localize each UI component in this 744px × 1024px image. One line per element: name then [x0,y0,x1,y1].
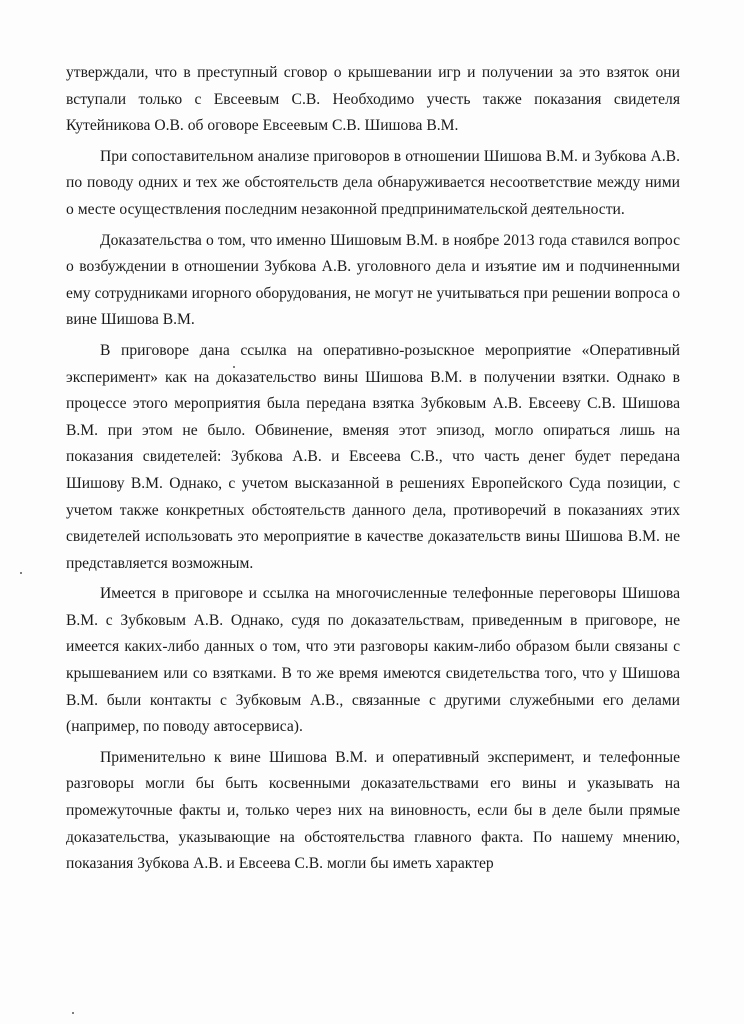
scan-speck [72,1012,74,1014]
paragraph-indirect-evidence: Применительно к вине Шишова В.М. и оперативный эксперимент, и телефонные разговоры могли бы быть косвенными доказательствами его вины и указывать на промежуточные факты и, только через них на виновность, если бы в деле были прямые доказательства, указывающие на обстоятельства главного факта. По нашему мнению, показания Зубкова А.В. и Евсеева С.В. могли бы иметь характер [66,748,680,873]
document-body [66,60,680,878]
paragraph-continuation: утверждали, что в преступный сговор о крышевании игр и получении за это взяток они вступали только с Евсеевым С.В. Необходимо учесть также показания свидетеля Кутейникова О.В. об оговоре Евсеевым С.В. Шишова В.М. [66,64,680,135]
paragraph-comparative-analysis: При сопоставительном анализе приговоров в отношении Шишова В.М. и Зубкова А.В. по поводу одних и тех же обстоятельств дела обнаруживается несоответствие между ними о месте осуществления последним незаконной предпринимательской деятельности. [66,147,680,218]
paragraph-operative-experiment: В приговоре дана ссылка на оперативно-розыскное мероприятие «Оперативный эксперимент» как на доказательство вины Шишова В.М. в получении взятки. Однако в процессе этого мероприятия была передана взятка Зубковым А.В. Евсееву С.В. Шишова В.М. при этом не было. Обвинение, вменяя этот эпизод, могло опираться лишь на показания свидетелей: Зубкова А.В. и Евсеева С.В., что часть денег будет передана Шишову В.М. Однако, с учетом высказанной в решениях Европейского Суда позиции, с учетом также конкретных обстоятельств данного дела, противоречий в показаниях этих свидетелей использовать это мероприятие в качестве доказательств вины Шишова В.М. не представляется возможным. [66,341,680,572]
scan-speck [233,366,235,368]
paragraph-phone-conversations: Имеется в приговоре и ссылка на многочисленные телефонные переговоры Шишова В.М. с Зубковым А.В. Однако, судя по доказательствам, приведенным в приговоре, не имеется каких-либо данных о том, что эти разговоры каким-либо образом были связаны с крышеванием или со взятками. В то же время имеются свидетельства того, что у Шишова В.М. были контакты с Зубковым А.В., связанные с другими служебными его делами (например, по поводу автосервиса). [66,585,680,736]
paragraph-evidence-november-2013: Доказательства о том, что именно Шишовым В.М. в ноябре 2013 года ставился вопрос о возбуждении в отношении Зубкова А.В. уголовного дела и изъятие им и подчиненными ему сотрудниками игорного оборудования, не могут не учитываться при решении вопроса о вине Шишова В.М. [66,231,680,329]
scan-speck [20,572,22,574]
